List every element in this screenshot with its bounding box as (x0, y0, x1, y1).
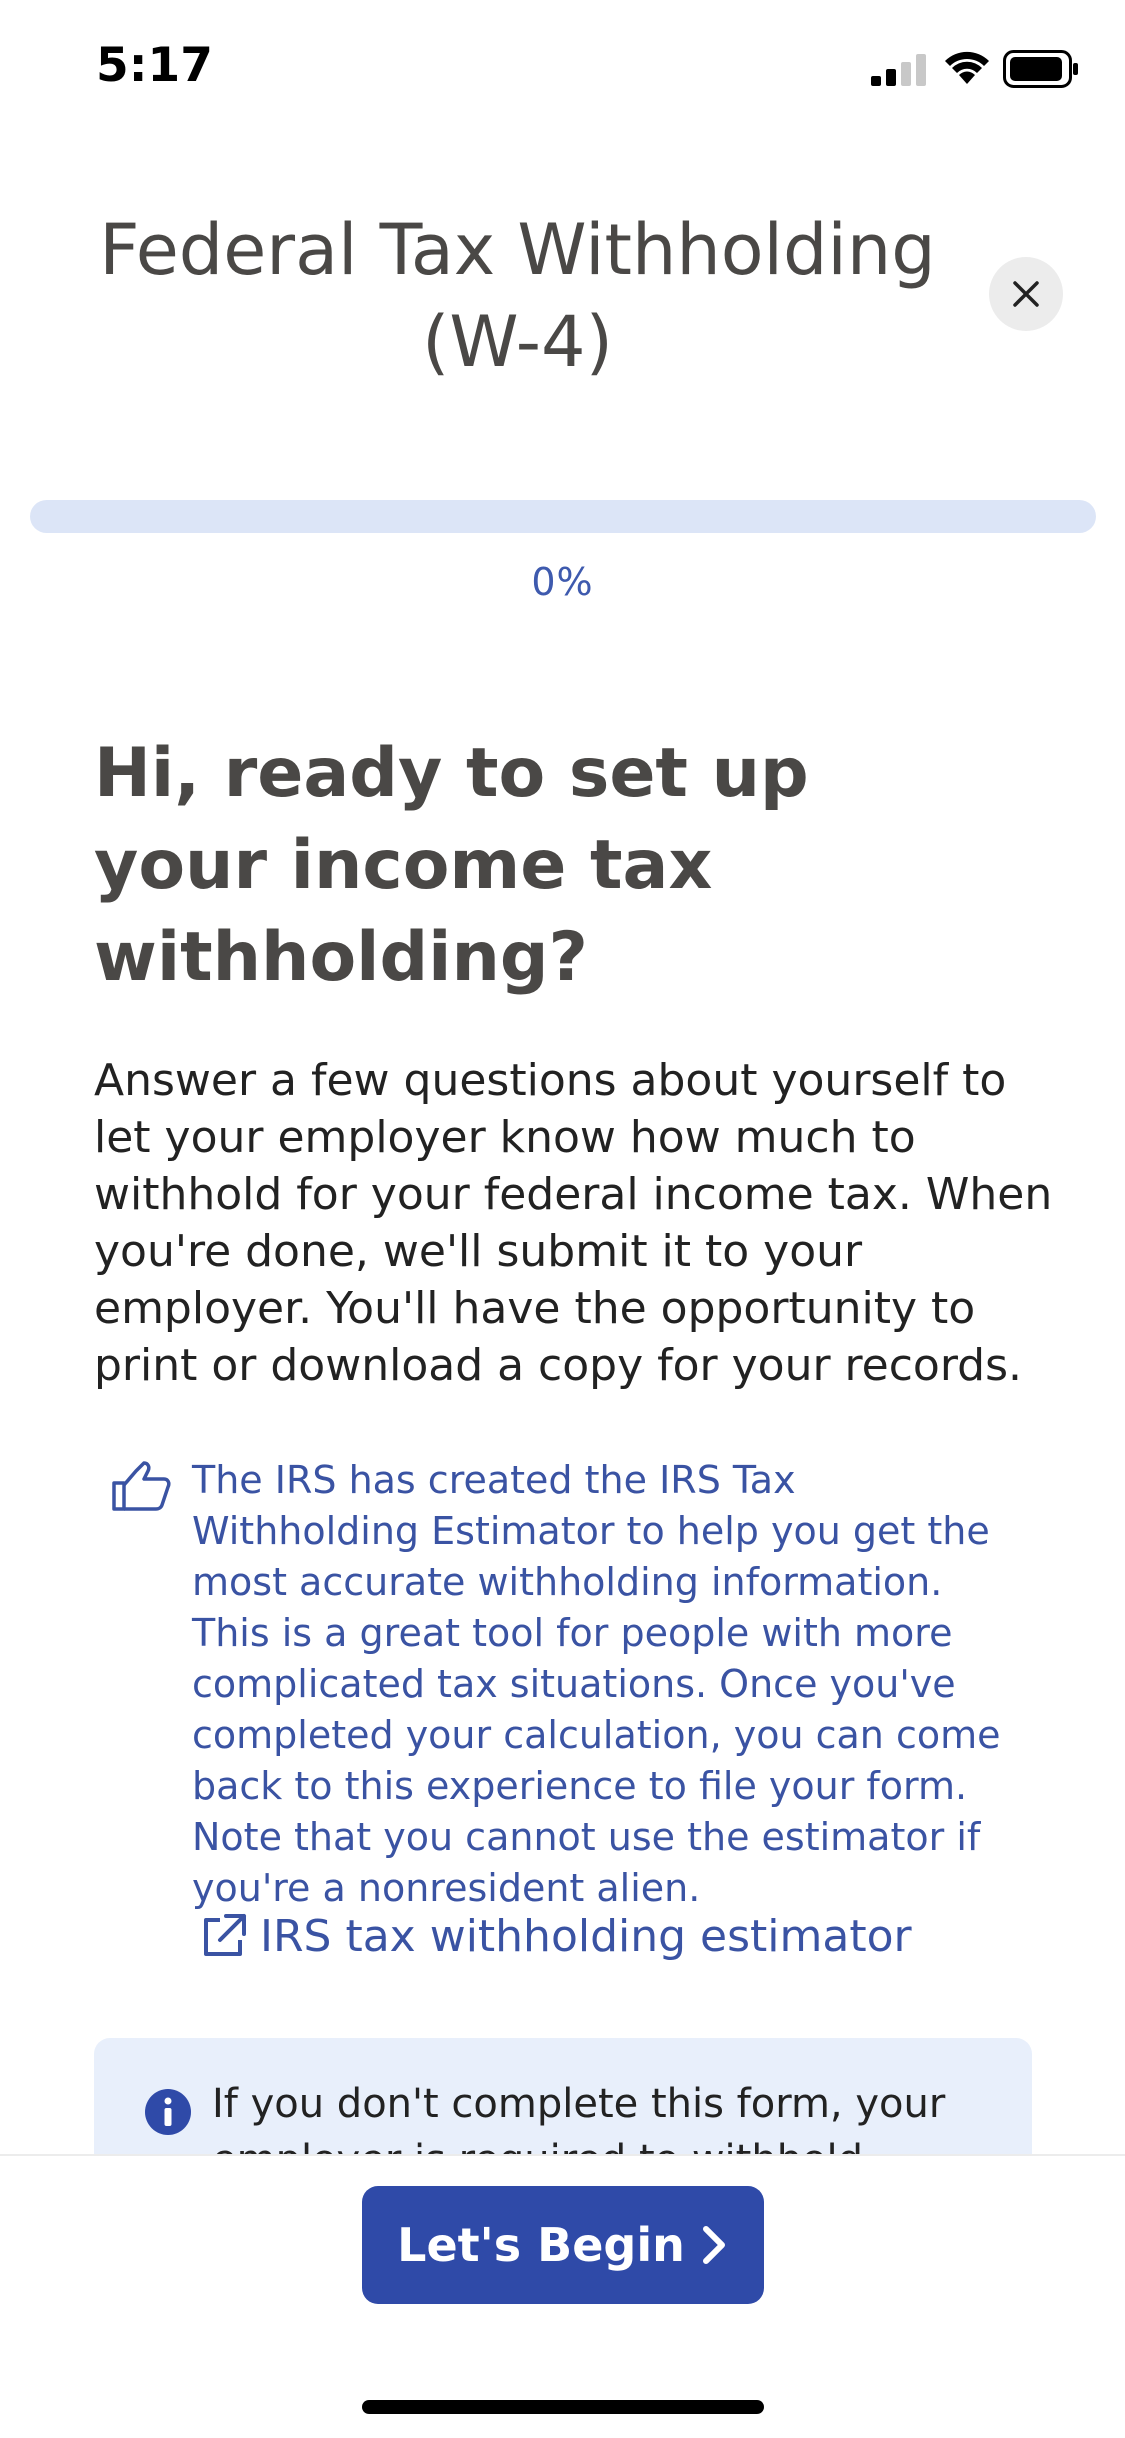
close-button[interactable] (989, 257, 1063, 331)
progress-label: 0% (531, 560, 594, 604)
battery-icon (1003, 50, 1079, 88)
lets-begin-button[interactable] (362, 2186, 764, 2304)
home-indicator (362, 2400, 764, 2414)
info-text: If you don't complete this form, your (212, 2081, 946, 2127)
close-icon (1011, 279, 1041, 309)
thumbs-up-icon (110, 1459, 172, 1513)
chevron-right-icon (699, 2225, 729, 2265)
intro-text: Answer a few questions about yourself to let your employer know how much to withhold for your federal income tax. When you're done, we'll submit it to your employer. You'll have the opportunity to print or download a copy for your records. (94, 1055, 1053, 1391)
info-icon (144, 2088, 192, 2136)
page-title: Federal Tax Withholding (W-4) (99, 209, 936, 383)
external-link-icon (198, 1910, 250, 1962)
wifi-icon (943, 50, 991, 86)
status-icons (871, 48, 1081, 92)
lets-begin-label: Let's Begin (397, 2218, 685, 2272)
welcome-heading: Hi, ready to set up your income tax withholding? (94, 734, 809, 997)
irs-estimator-link[interactable] (198, 1910, 912, 1962)
irs-estimator-link-label: IRS tax withholding estimator (260, 1910, 912, 1962)
signal-icon (871, 54, 927, 86)
status-time: 5:17 (96, 38, 213, 93)
progress-bar (30, 500, 1096, 533)
bottom-action-bar (0, 2154, 1125, 2438)
tip-text: The IRS has created the IRS Tax Withholding Estimator to help you get the most accurate withholding information. This is a great tool for people with more complicated tax situations. Once you've completed your calculation, you can come back to this experience to file your form. Note that you cannot use the estimator if you're a nonresident alien. (192, 1458, 1001, 1910)
status-bar (0, 0, 1125, 140)
